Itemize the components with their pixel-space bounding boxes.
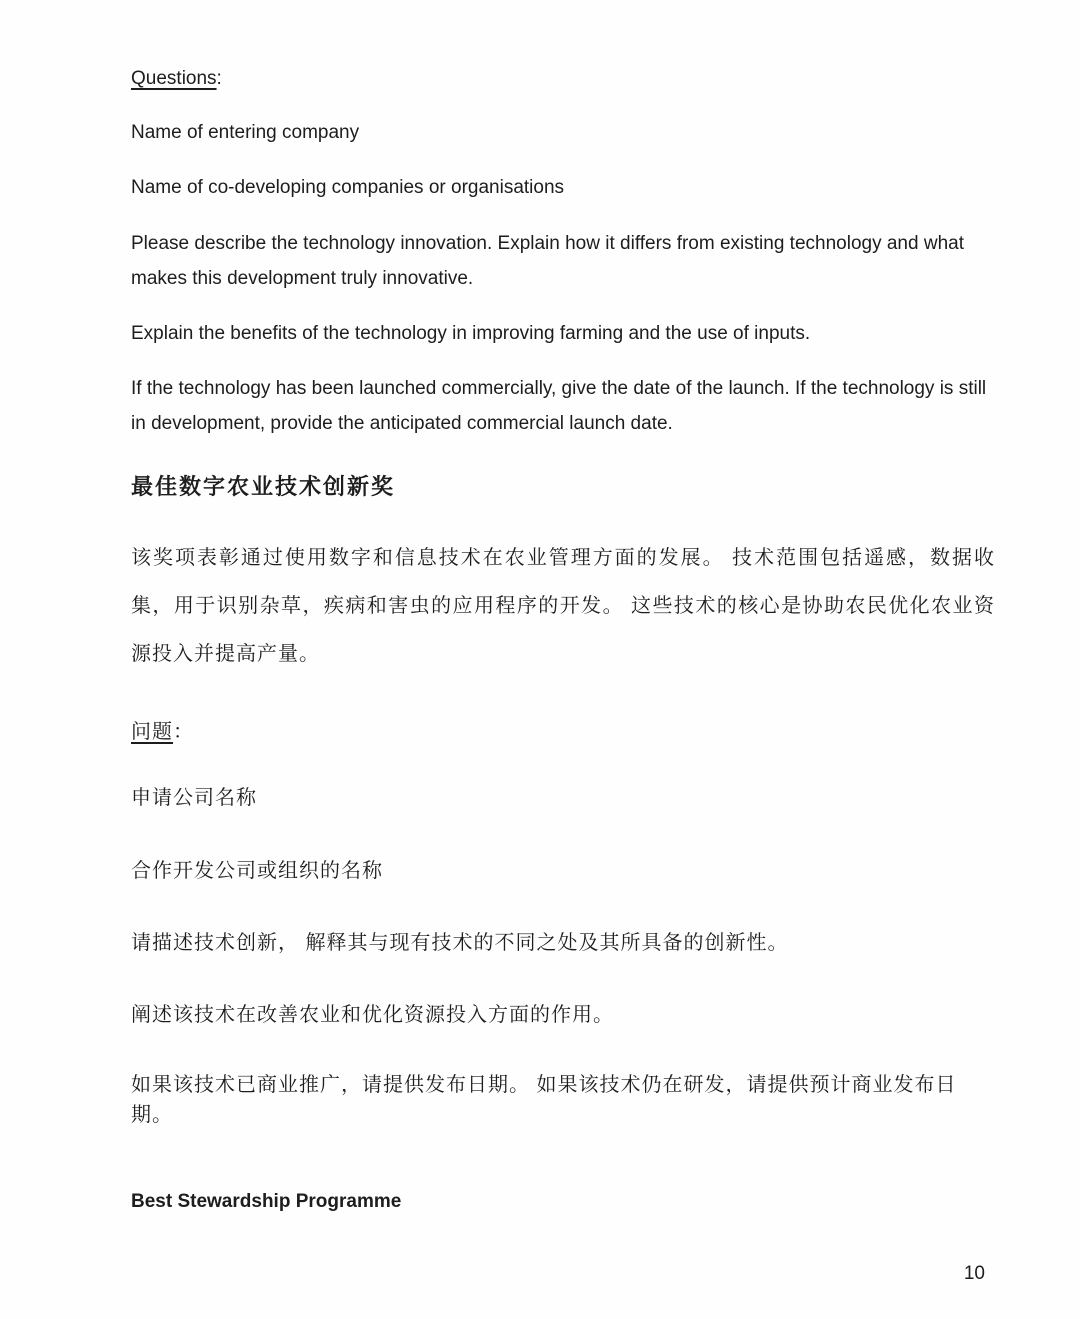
question-benefits-zh: 阐述该技术在改善农业和优化资源投入方面的作用。 <box>131 1004 614 1026</box>
questions-heading-en <box>131 67 995 91</box>
page-number: 10 <box>963 1263 985 1284</box>
question-company-name-zh: 申请公司名称 <box>131 787 257 809</box>
questions-heading-zh-colon: ： <box>173 721 194 743</box>
question-codeveloping-zh: 合作开发公司或组织的名称 <box>131 860 383 882</box>
award-heading-zh: 最佳数字农业技术创新奖 <box>131 474 396 499</box>
question-launch-date-zh: 如果该技术已商业推广，请提供发布日期。 如果该技术仍在研发，请提供预计商业发布日期。 <box>131 1074 957 1126</box>
question-codeveloping: Name of co-developing companies or organisations <box>131 177 565 198</box>
award-description-zh: 该奖项表彰通过使用数字和信息技术在农业管理方面的发展。 技术范围包括遥感，数据收集，用于识别杂草，疾病和害虫的应用程序的开发。 这些技术的核心是协助农民优化农业资源投入并提高产量。 <box>131 547 995 665</box>
question-describe-innovation: Please describe the technology innovation. Explain how it differs from existing technology and what makes this development truly innovative. <box>131 233 964 289</box>
questions-heading-en-label: Questions <box>131 68 217 89</box>
questions-heading-zh-label: 问题 <box>131 721 173 743</box>
question-describe-innovation-zh: 请描述技术创新， 解释其与现有技术的不同之处及其所具备的创新性。 <box>131 932 789 954</box>
questions-heading-zh <box>131 717 995 747</box>
question-entering-company: Name of entering company <box>131 122 360 143</box>
question-launch-date: If the technology has been launched commercially, give the date of the launch. If the technology is still in development, provide the anticipated commercial launch date. <box>131 378 987 434</box>
questions-heading-en-colon: : <box>216 68 222 89</box>
question-benefits: Explain the benefits of the technology in improving farming and the use of inputs. <box>131 323 811 344</box>
next-section-heading: Best Stewardship Programme <box>131 1191 402 1212</box>
